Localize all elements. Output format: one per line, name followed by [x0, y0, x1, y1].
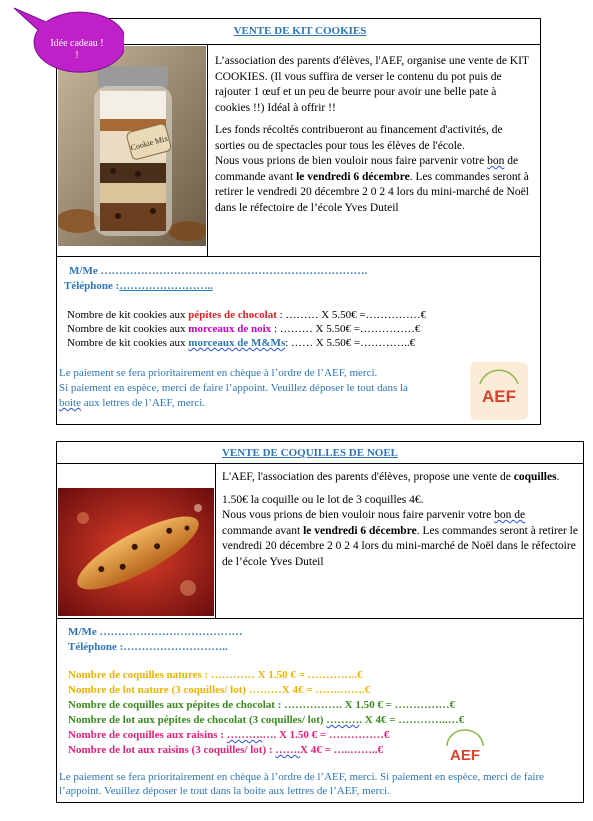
cookies-order-chocolate[interactable]: Nombre de kit cookies aux pépites de chocolat : ……… X 5.50€ =……………€ — [67, 309, 427, 321]
coquilles-phone-field[interactable]: Téléphone :……………………….. — [68, 641, 228, 653]
cookies-para-2: Les fonds récoltés contribueront au financement d'activités, de sorties ou de spectacles pour tous les élèves de l'école. — [215, 124, 503, 152]
coquilles-order-lot-chocolate[interactable]: Nombre de lot aux pépites de chocolat (3 coquilles/ lot) ………. X 4€ = …………..…€ — [68, 714, 465, 726]
cookies-order-mms[interactable]: Nombre de kit cookies aux morceaux de M&Ms: …… X 5.50€ =…………..€ — [67, 337, 416, 349]
coquilles-order-lot-raisins[interactable]: Nombre de lot aux raisins (3 coquilles/ lot) : …….X 4€ = …..……..€ — [68, 744, 383, 756]
cookies-payment-1: Le paiement se fera prioritairement en chèque à l’ordre de l’AEF, merci. — [59, 367, 378, 379]
gift-idea-bubble — [6, 2, 124, 82]
coquille-image — [58, 488, 214, 616]
aef-logo-coquilles — [441, 728, 489, 772]
cookies-para-1: L’association des parents d'élèves, l'AEF, organise une vente de KIT COOKIES. (Il vous suffira de verser le contenu du pot puis de rajouter 1 œuf et un peu de beurre pour avoir une belle pate à cookies !!) Idéal à offrir !! — [215, 55, 529, 114]
coquilles-description — [222, 470, 578, 577]
coquilles-para-2: 1.50€ la coquille ou le lot de 3 coquilles 4€. — [222, 493, 424, 506]
cookies-payment-3: boite aux lettres de l’AEF, merci. — [59, 397, 206, 409]
coquilles-order-natures[interactable]: Nombre de coquilles natures : ………… X 1.50 € = …………..€ — [68, 669, 363, 681]
cookies-title: VENTE DE KIT COOKIES — [233, 25, 367, 37]
cookie-mix-tag: Cookie Mix — [129, 133, 170, 153]
gift-idea-text: Idée cadeau ! ! — [50, 38, 104, 61]
coquilles-payment: Le paiement se fera prioritairement en chèque à l’ordre de l’AEF, merci. Si paiement en espèce, merci de faire l’appoint. Veuillez déposer le tout dans la boite aux lettres de l’AEF, merci. — [59, 771, 545, 797]
svg-text:AEF: AEF — [450, 747, 480, 764]
cookies-form-divider — [57, 256, 540, 257]
coquilles-para-1: L'AEF, l'association des parents d'élèves, propose une vente de coquilles. — [222, 471, 560, 483]
coquilles-para-3: Nous vous prions de bien vouloir nous faire parvenir votre bon de commande avant le vendredi 6 décembre. Les commandes seront à retirer le vendredi 20 décembre 2 0 2 4 lors du mini-marché de Noël dans le réfectoire de l’école Yves Duteil — [222, 509, 578, 568]
cookies-payment-2: Si paiement en espèce, merci de faire l’appoint. Veuillez déposer le tout dans la — [59, 382, 408, 394]
coquilles-order-lot-nature[interactable]: Nombre de lot nature (3 coquilles/ lot) ………X 4€ = …….…….€ — [68, 684, 371, 696]
coquilles-image-divider — [215, 463, 216, 618]
coquilles-title: VENTE DE COQUILLES DE NOEL — [221, 447, 399, 459]
coquilles-order-raisins[interactable]: Nombre de coquilles aux raisins : ……….…. X 1.50 € = ……………€ — [68, 729, 390, 741]
aef-logo — [470, 362, 528, 420]
coquilles-name-field[interactable]: M/Me ………………………………… — [68, 626, 243, 638]
coquilles-title-divider — [56, 463, 584, 464]
cookies-image-divider — [207, 44, 208, 256]
cookies-title-divider — [57, 44, 540, 45]
cookies-phone-field[interactable]: Téléphone :…………………….. — [64, 280, 213, 292]
cookies-para-3: Nous vous prions de bien vouloir nous faire parvenir votre bon de commande avant le vendredi 6 décembre. Les commandes seront à retirer le vendredi 20 décembre 2 0 2 4 lors du mini-marché de Noël dans le réfectoire de l’école Yves Duteil — [215, 155, 529, 214]
cookies-name-field[interactable]: M/Me ………………………………………………………………. — [69, 265, 368, 277]
coquilles-order-chocolate[interactable]: Nombre de coquilles aux pépites de chocolat : ……………. X 1.50 € = ……………€ — [68, 699, 456, 711]
svg-text:AEF: AEF — [482, 387, 516, 406]
cookies-order-nuts[interactable]: Nombre de kit cookies aux morceaux de noix : ……… X 5.50€ =……………€ — [67, 323, 421, 335]
cookies-description — [215, 54, 533, 223]
coquilles-form-divider — [56, 618, 584, 619]
